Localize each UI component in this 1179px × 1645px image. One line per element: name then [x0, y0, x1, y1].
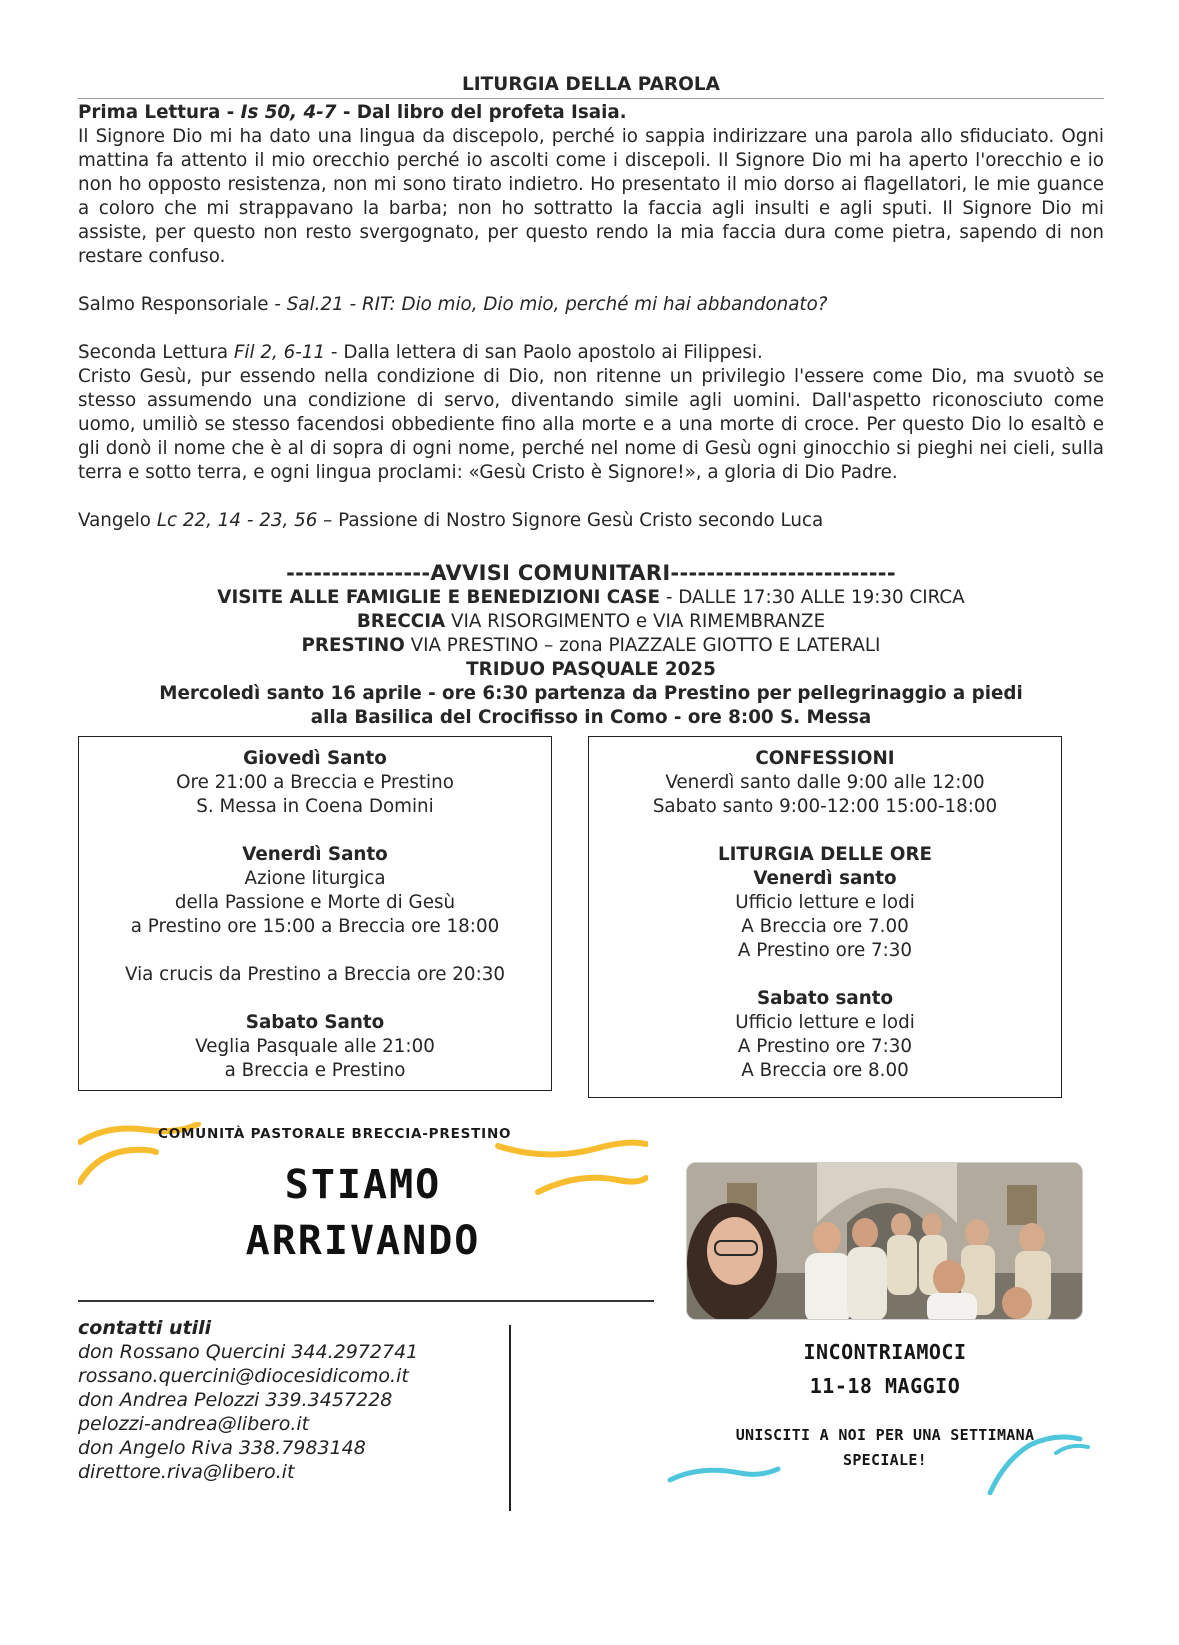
- prima-source: - Dal libro del profeta Isaia.: [336, 102, 627, 123]
- contatto-line: pelozzi-andrea@libero.it: [78, 1413, 310, 1435]
- prima-lettura-heading: [78, 101, 1104, 125]
- sabato-title: Sabato Santo: [245, 1012, 385, 1033]
- prima-ref: Is 50, 4-7: [240, 102, 337, 123]
- seconda-source: - Dalla lettera di san Paolo apostolo ai Filippesi.: [325, 342, 763, 363]
- venerdi-line-1: Azione liturgica: [244, 868, 386, 889]
- salmo-ref: Sal.21 - RIT: Dio mio, Dio mio, perché mi hai abbandonato?: [286, 294, 828, 315]
- breccia-bold: BRECCIA: [356, 611, 446, 632]
- confessioni-box: [588, 736, 1062, 1098]
- triduo-schedule-box: [78, 736, 552, 1091]
- contatto-line: rossano.quercini@diocesidicomo.it: [78, 1365, 409, 1387]
- vertical-divider: [509, 1325, 511, 1511]
- contatto-line: don Andrea Pelozzi 339.3457228: [78, 1389, 393, 1411]
- seconda-ref: Fil 2, 6-11: [233, 342, 326, 363]
- contatti-heading: contatti utili: [78, 1317, 212, 1339]
- incontriamoci-sub-1: UNISCITI A NOI PER UNA SETTIMANA: [735, 1426, 1035, 1444]
- venerdi-ore-line-2: A Breccia ore 7.00: [741, 916, 909, 937]
- venerdi-title: Venerdì Santo: [242, 844, 388, 865]
- visite-bold: VISITE ALLE FAMIGLIE E BENEDIZIONI CASE: [217, 587, 661, 608]
- giovedi-title: Giovedì Santo: [243, 748, 387, 769]
- prestino-bold: PRESTINO: [301, 635, 405, 656]
- breccia-rest: VIA RISORGIMENTO e VIA RIMEMBRANZE: [445, 611, 826, 632]
- sabato-line-2: a Breccia e Prestino: [224, 1060, 406, 1081]
- incontriamoci-sub-2: SPECIALE!: [843, 1451, 927, 1469]
- prestino-rest: VIA PRESTINO – zona PIAZZALE GIOTTO E LATERALI: [404, 635, 881, 656]
- venerdi-santo-title: Venerdì santo: [753, 868, 897, 889]
- triduo-title: TRIDUO PASQUALE 2025: [466, 659, 716, 680]
- confessioni-title: CONFESSIONI: [755, 748, 895, 769]
- incontriamoci-dates: 11-18 MAGGIO: [809, 1374, 961, 1398]
- group-photo: [686, 1162, 1083, 1320]
- poster-divider: [78, 1300, 654, 1302]
- sabato-santo-title: Sabato santo: [756, 988, 894, 1009]
- venerdi-ore-line-3: A Prestino ore 7:30: [737, 940, 913, 961]
- prima-lettura-text: Il Signore Dio mi ha dato una lingua da discepolo, perché io sappia indirizzare una parola allo sfiduciato. Ogni mattina fa attento il mio orecchio perché io ascolti come i discepoli. Il Signore Dio mi ha aperto l'orecchio e io non ho opposto resistenza, non mi sono tirato indietro. Ho presentato il mio dorso ai flagellatori, le mie guance a coloro che mi strappavano la barba; non ho sottratto la faccia agli insulti e agli sputi. Il Signore Dio mi assiste, per questo non resto svergognato, per questo rendo la mia faccia dura come pietra, sapendo di non restare confuso.: [78, 126, 1104, 267]
- contatto-line: direttore.riva@libero.it: [78, 1461, 295, 1483]
- contatto-line: don Angelo Riva 338.7983148: [78, 1437, 366, 1459]
- sabato-ore-line-2: A Prestino ore 7:30: [737, 1036, 913, 1057]
- breccia-line: [78, 610, 1104, 634]
- avvisi-heading: ----------------AVVISI COMUNITARI-------------------------: [286, 561, 896, 585]
- seconda-label: Seconda Lettura: [78, 342, 234, 363]
- venerdi-line-2: della Passione e Morte di Gesù: [174, 892, 456, 913]
- page-title: LITURGIA DELLA PAROLA: [462, 74, 720, 95]
- venerdi-ore-line-1: Ufficio letture e lodi: [735, 892, 915, 913]
- poster-title-line-2: ARRIVANDO: [245, 1218, 481, 1264]
- seconda-lettura-text: Cristo Gesù, pur essendo nella condizione di Dio, non ritenne un privilegio l'essere come Dio, ma svuotò se stesso assumendo una condizione di servo, diventando simile agli uomini. Dall'aspetto riconosciuto come uomo, umiliò se stesso facendosi obbediente fino alla morte e a una morte di croce. Per questo Dio lo esaltò e gli donò il nome che è al di sopra di ogni nome, perché nel nome di Gesù ogni ginocchio si pieghi nei cieli, sulla terra e sotto terra, e ogni lingua proclami: «Gesù Cristo è Signore!», a gloria di Dio Padre.: [78, 366, 1104, 483]
- incontriamoci-title: INCONTRIAMOCI: [803, 1340, 967, 1364]
- vangelo-line: [78, 509, 1104, 533]
- poster-subtitle: COMUNITÀ PASTORALE BRECCIA-PRESTINO: [158, 1126, 512, 1142]
- sabato-line-1: Veglia Pasquale alle 21:00: [195, 1036, 435, 1057]
- blue-swirls: [660, 1425, 1110, 1495]
- giovedi-line-1: Ore 21:00 a Breccia e Prestino: [176, 772, 454, 793]
- via-crucis-line: Via crucis da Prestino a Breccia ore 20:30: [124, 964, 505, 985]
- prestino-line: [78, 634, 1104, 658]
- poster-title-line-1: STIAMO: [284, 1162, 442, 1208]
- sabato-ore-line-3: A Breccia ore 8.00: [741, 1060, 909, 1081]
- stiamo-arrivando-poster: [78, 1122, 648, 1292]
- title-divider: [78, 98, 1104, 99]
- giovedi-line-2: S. Messa in Coena Domini: [196, 796, 434, 817]
- visite-line: [78, 586, 1104, 610]
- seconda-lettura-heading: [78, 341, 1104, 365]
- vangelo-ref: Lc 22, 14 - 23, 56: [156, 510, 318, 531]
- group-photo-illustration: [687, 1163, 1083, 1320]
- visite-rest: - DALLE 17:30 ALLE 19:30 CIRCA: [660, 587, 965, 608]
- contatto-line: don Rossano Quercini 344.2972741: [78, 1341, 419, 1363]
- venerdi-line-3: a Prestino ore 15:00 a Breccia ore 18:00: [130, 916, 500, 937]
- contatti-block: [78, 1316, 418, 1484]
- sabato-ore-line-1: Ufficio letture e lodi: [735, 1012, 915, 1033]
- vangelo-text: – Passione di Nostro Signore Gesù Cristo secondo Luca: [317, 510, 824, 531]
- mercoledi-line-1: Mercoledì santo 16 aprile - ore 6:30 partenza da Prestino per pellegrinaggio a piedi: [159, 683, 1023, 704]
- prima-label: Prima Lettura -: [78, 102, 241, 123]
- avvisi-section: [78, 561, 1104, 730]
- vangelo-label: Vangelo: [78, 510, 157, 531]
- salmo-line: [78, 293, 1104, 317]
- confessioni-line-2: Sabato santo 9:00-12:00 15:00-18:00: [652, 796, 998, 817]
- liturgia-ore-title: LITURGIA DELLE ORE: [717, 844, 933, 865]
- liturgy-section: [78, 101, 1104, 533]
- salmo-label: Salmo Responsoriale -: [78, 294, 287, 315]
- mercoledi-line-2: alla Basilica del Crocifisso in Como - ore 8:00 S. Messa: [310, 707, 872, 728]
- confessioni-line-1: Venerdì santo dalle 9:00 alle 12:00: [665, 772, 985, 793]
